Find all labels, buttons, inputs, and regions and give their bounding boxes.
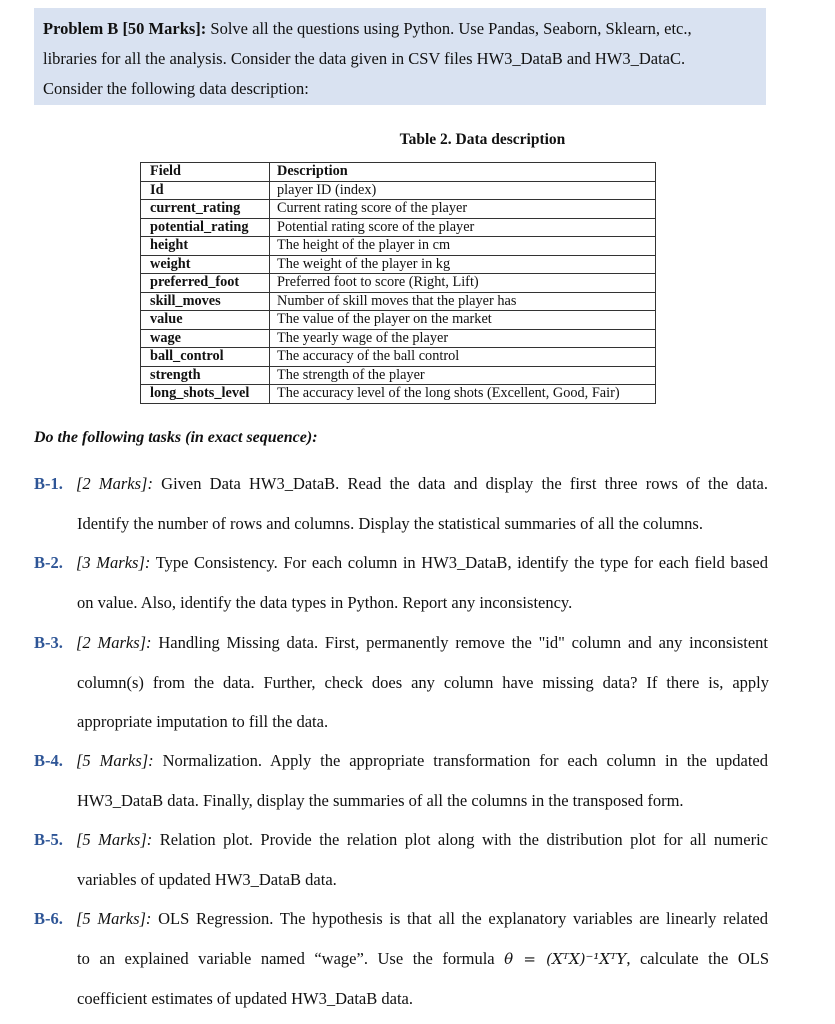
field-description: The height of the player in cm (270, 237, 656, 256)
table-row (141, 329, 656, 348)
field-description: The yearly wage of the player (270, 329, 656, 348)
field-name: value (141, 311, 270, 330)
header-description: Description (270, 163, 656, 182)
table-row (141, 311, 656, 330)
problem-title: Problem B [50 Marks]: (43, 19, 207, 38)
task-marks: [5 Marks]: (76, 830, 153, 849)
table-row (141, 255, 656, 274)
field-name: preferred_foot (141, 274, 270, 293)
table-row (141, 218, 656, 237)
task-line: appropriate imputation to fill the data. (77, 712, 329, 731)
field-name: ball_control (141, 348, 270, 367)
table-row (141, 237, 656, 256)
field-description: player ID (index) (270, 181, 656, 200)
task-line: coefficient estimates of updated HW3_DataB data. (77, 989, 413, 1008)
ols-formula: θ = (XᵀX)⁻¹XᵀY (504, 950, 627, 968)
field-name: wage (141, 329, 270, 348)
field-description: Preferred foot to score (Right, Lift) (270, 274, 656, 293)
field-description: The accuracy level of the long shots (Excellent, Good, Fair) (270, 385, 656, 404)
table-row (141, 292, 656, 311)
field-description: Current rating score of the player (270, 200, 656, 219)
task-marks: [2 Marks]: (76, 474, 153, 493)
task-marks: [5 Marks]: (76, 909, 152, 928)
field-description: The weight of the player in kg (270, 255, 656, 274)
data-description-table (140, 162, 656, 404)
table-row (141, 366, 656, 385)
intro-line-2: libraries for all the analysis. Consider the data given in CSV files HW3_DataB and HW3_DataC. (43, 49, 686, 68)
field-name: potential_rating (141, 218, 270, 237)
intro-line-3: Consider the following data description: (43, 79, 309, 98)
header-field: Field (141, 163, 270, 182)
task-label: B-6. (34, 909, 63, 928)
task-line: HW3_DataB data. Finally, display the summaries of all the columns in the transposed form. (77, 791, 684, 810)
field-name: long_shots_level (141, 385, 270, 404)
field-name: skill_moves (141, 292, 270, 311)
table-row (141, 181, 656, 200)
table-row (141, 385, 656, 404)
task-marks: [3 Marks]: (76, 553, 151, 572)
task-marks: [2 Marks]: (76, 633, 152, 652)
problem-intro (34, 8, 766, 105)
field-name: current_rating (141, 200, 270, 219)
table-caption: Table 2. Data description (399, 131, 566, 148)
field-name: strength (141, 366, 270, 385)
table-row (141, 200, 656, 219)
field-description: Number of skill moves that the player has (270, 292, 656, 311)
task-label: B-4. (34, 751, 63, 770)
task-line: variables of updated HW3_DataB data. (77, 870, 337, 889)
field-description: The accuracy of the ball control (270, 348, 656, 367)
field-description: The strength of the player (270, 366, 656, 385)
task-label: B-3. (34, 633, 63, 652)
task-line: column(s) from the data. Further, check does any column have missing data? If there is, apply (77, 673, 769, 692)
task-line: to an explained variable named “wage”. Use the formula θ = (XᵀX)⁻¹XᵀY, calculate the OLS (77, 949, 770, 968)
field-name: Id (141, 181, 270, 200)
table-header-row (141, 163, 656, 182)
task-label: B-1. (34, 474, 63, 493)
field-description: The value of the player on the market (270, 311, 656, 330)
task-marks: [5 Marks]: (76, 751, 154, 770)
table-row (141, 274, 656, 293)
intro-line-1: Problem B [50 Marks]: Solve all the questions using Python. Use Pandas, Seaborn, Sklearn, etc., (43, 19, 692, 38)
tasks-title: Do the following tasks (in exact sequence): (34, 429, 318, 446)
task-line: on value. Also, identify the data types in Python. Report any inconsistency. (77, 593, 573, 612)
task-label: B-2. (34, 553, 63, 572)
table-row (141, 348, 656, 367)
field-name: weight (141, 255, 270, 274)
task-label: B-5. (34, 830, 63, 849)
task-line: Identify the number of rows and columns. Display the statistical summaries of all the columns. (77, 514, 703, 533)
field-name: height (141, 237, 270, 256)
field-description: Potential rating score of the player (270, 218, 656, 237)
